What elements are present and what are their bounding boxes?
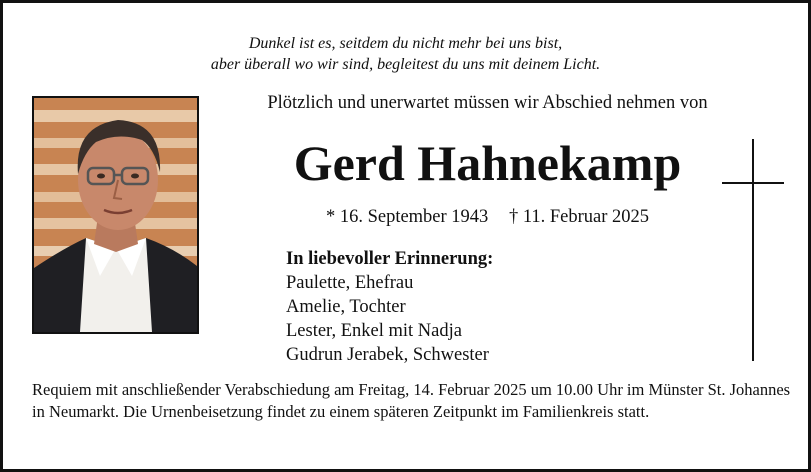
mourners-heading: In liebevoller Erinnerung: — [286, 249, 494, 269]
death-date: † 11. Februar 2025 — [508, 207, 650, 227]
deceased-name: Gerd Hahnekamp — [293, 135, 682, 191]
mourner-item: Lester, Enkel mit Nadja — [286, 321, 462, 341]
birth-date: * 16. September 1943 — [325, 207, 489, 227]
mourner-item: Amelie, Tochter — [286, 297, 406, 317]
quote-line-1: Dunkel ist es, seitdem du nicht mehr bei uns bist, — [248, 35, 563, 52]
latin-cross-icon — [722, 139, 786, 368]
mourners-block — [286, 247, 493, 367]
quote-line-2: aber überall wo wir sind, begleitest du uns mit deinem Licht. — [210, 56, 601, 73]
mourner-item: Paulette, Ehefrau — [286, 273, 414, 293]
life-dates — [215, 207, 760, 228]
funeral-notice: Requiem mit anschließender Verabschiedung am Freitag, 14. Februar 2025 um 10.00 Uhr im Münster St. Johannes in Neumarkt. Die Urnenbeisetzung findet zu einem späteren Zeitpunkt im Familienkreis statt. — [32, 380, 791, 421]
portrait-photo — [32, 96, 199, 334]
memorial-quote — [3, 33, 808, 75]
intro-text: Plötzlich und unerwartet müssen wir Abschied nehmen von — [267, 93, 708, 113]
mourner-item: Gudrun Jerabek, Schwester — [286, 345, 489, 365]
